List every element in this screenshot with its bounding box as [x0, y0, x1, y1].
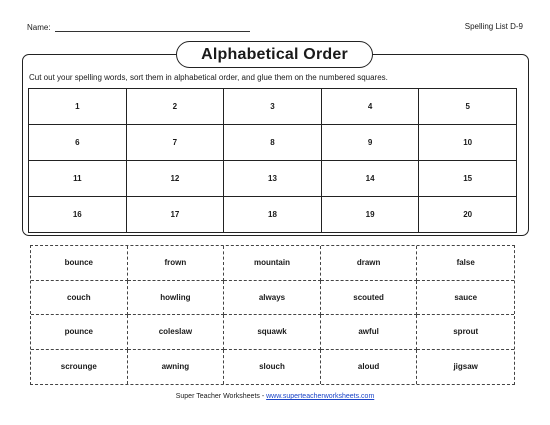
- word-card: slouch: [224, 350, 321, 385]
- numbered-square: 2: [126, 89, 224, 125]
- numbered-square: 12: [126, 161, 224, 197]
- word-card: howling: [128, 281, 225, 316]
- numbered-square: 8: [224, 125, 322, 161]
- page-title-text: Alphabetical Order: [201, 45, 348, 63]
- numbered-row: [29, 197, 517, 233]
- numbered-square: 14: [321, 161, 419, 197]
- word-card: jigsaw: [453, 362, 478, 372]
- name-field: [27, 22, 250, 32]
- word-card: scrounge: [31, 350, 128, 385]
- word-card: sauce: [417, 281, 514, 316]
- numbered-square: 11: [29, 161, 127, 197]
- numbered-row: [29, 89, 517, 125]
- instructions: Cut out your spelling words, sort them in alphabetical order, and glue them on the numbered squares.: [29, 73, 388, 82]
- numbered-square: 6: [29, 125, 127, 161]
- numbered-square: 15: [419, 161, 517, 197]
- footer-text: Super Teacher Worksheets -: [175, 393, 267, 400]
- numbered-square: 17: [126, 197, 224, 233]
- numbered-square: 9: [321, 125, 419, 161]
- numbered-square: 4: [321, 89, 419, 125]
- footer-link[interactable]: www.superteacherworksheets.com: [266, 393, 375, 400]
- name-label: Name:: [27, 23, 51, 32]
- word-card: scouted: [321, 281, 418, 316]
- word-card: aloud: [321, 350, 418, 385]
- word-card: couch: [31, 281, 128, 316]
- numbered-row: [29, 161, 517, 197]
- word-card: bounce: [31, 246, 128, 281]
- word-card: mountain: [224, 246, 321, 281]
- cut-out-words-grid: [30, 245, 515, 385]
- word-card: sprout: [417, 315, 514, 350]
- word-card: drawn: [321, 246, 418, 281]
- numbered-square: 20: [419, 197, 517, 233]
- numbered-square: 16: [29, 197, 127, 233]
- spelling-list-id: Spelling List D-9: [464, 22, 523, 31]
- numbered-square: 5: [419, 89, 517, 125]
- numbered-squares-grid: [28, 88, 517, 233]
- name-blank-line: [55, 22, 250, 32]
- word-card: awful: [321, 315, 418, 350]
- word-card: frown: [128, 246, 225, 281]
- numbered-square: 18: [224, 197, 322, 233]
- word-card: pounce: [31, 315, 128, 350]
- word-card: always: [224, 281, 321, 316]
- word-card: squawk: [224, 315, 321, 350]
- word-card: coleslaw: [128, 315, 225, 350]
- numbered-square: 10: [419, 125, 517, 161]
- numbered-square: 19: [321, 197, 419, 233]
- numbered-square: 3: [224, 89, 322, 125]
- page-title: [176, 41, 373, 68]
- numbered-square: 13: [224, 161, 322, 197]
- footer: [0, 393, 550, 400]
- word-card: awning: [128, 350, 225, 385]
- word-card: false: [417, 246, 514, 281]
- numbered-row: [29, 125, 517, 161]
- numbered-square: 1: [29, 89, 127, 125]
- numbered-square: 7: [126, 125, 224, 161]
